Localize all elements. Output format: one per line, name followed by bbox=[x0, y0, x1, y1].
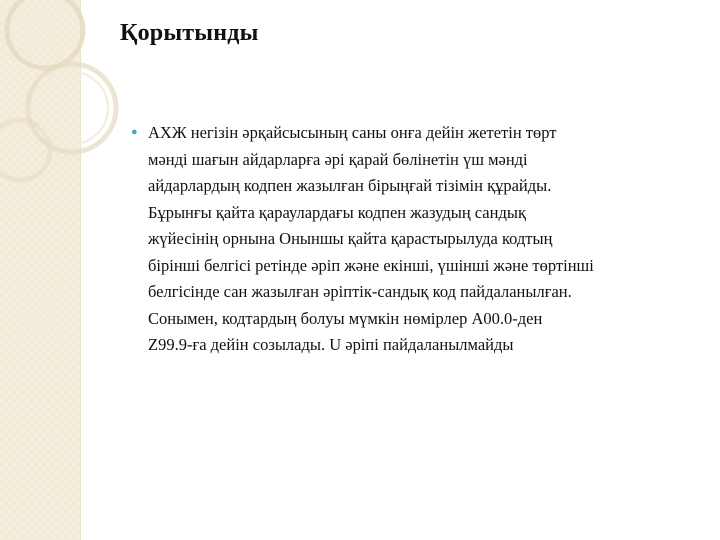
body-line: АХЖ негізін әрқайсысының саны онға дейін жететін төрт bbox=[148, 123, 557, 142]
body-line: айдарлардың кодпен жазылған бірыңғай тізімін құрайды. bbox=[148, 176, 552, 195]
body-line: Z99.9-ға дейін созылады. U әріпі пайдаланылмайды bbox=[148, 335, 514, 354]
body-line: Бұрынғы қайта қараулардағы кодпен жазудың сандық bbox=[148, 202, 526, 222]
decorative-rings-graphic bbox=[0, 0, 140, 200]
bullet-paragraph bbox=[148, 120, 688, 359]
body-line: жүйесінің орнына Оныншы қайта қарастырылуда кодтың bbox=[148, 229, 553, 248]
body-line: белгісінде сан жазылған әріптік-сандық код пайдаланылған. bbox=[148, 282, 572, 301]
body-line: мәнді шағын айдарларға әрі қарай бөлінетін үш мәнді bbox=[148, 149, 528, 169]
bullet-icon: ● bbox=[131, 126, 138, 138]
body-line: бірінші белгісі ретінде әріп және екінші, үшінші және төртінші bbox=[148, 255, 594, 275]
slide-title: Қорытынды bbox=[120, 20, 259, 46]
body-line: Сонымен, кодтардың болуы мүмкін нөмірлер А00.0-ден bbox=[148, 308, 543, 328]
